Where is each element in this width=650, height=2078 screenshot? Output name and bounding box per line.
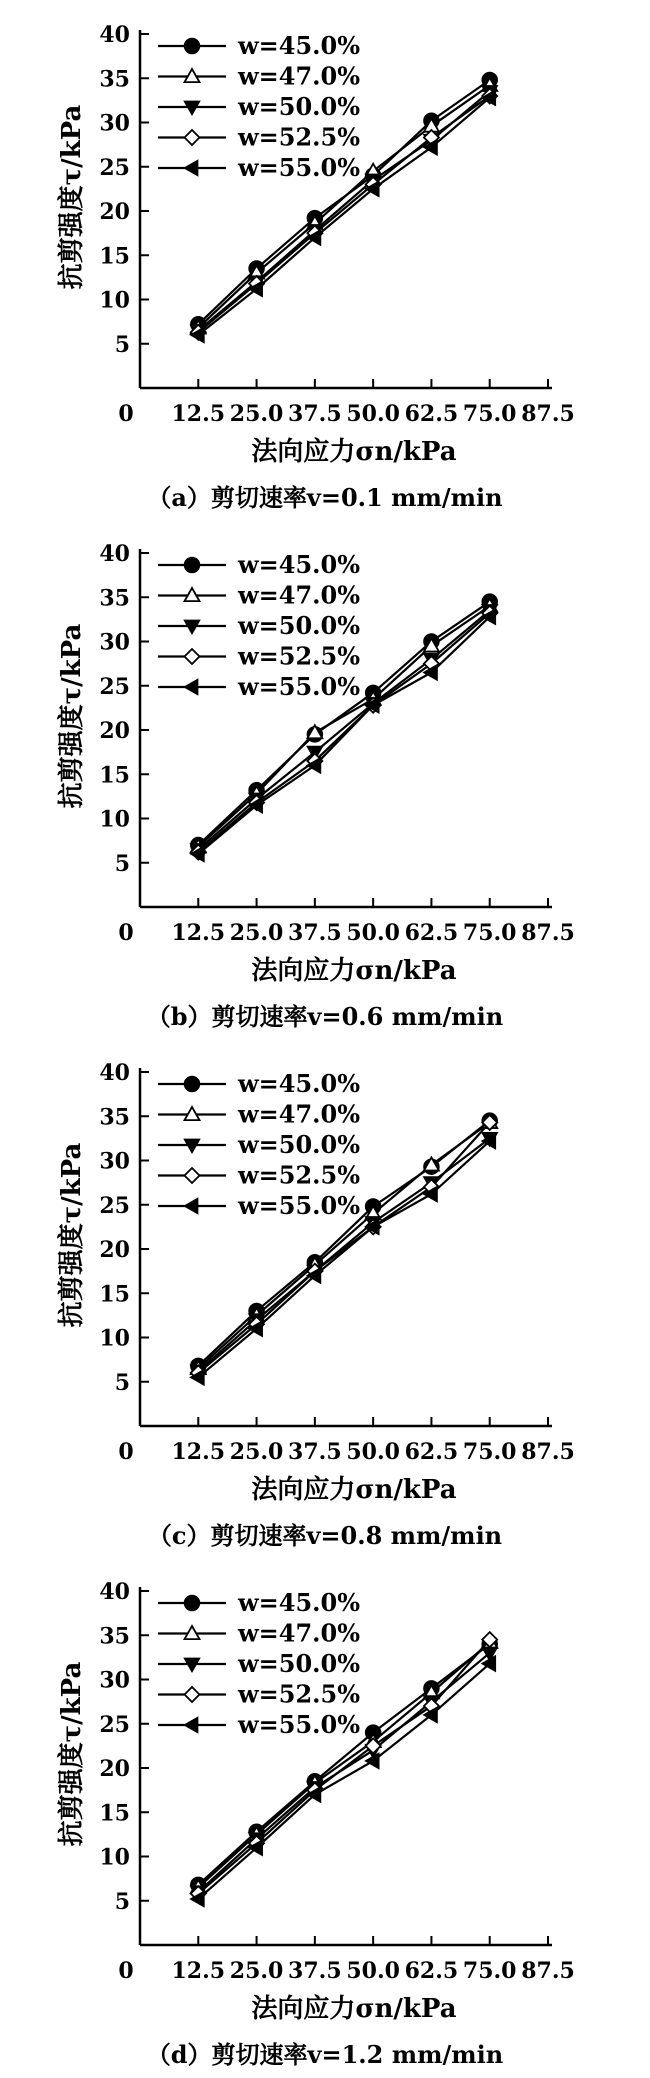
legend-marker [185,1718,198,1733]
x-tick-label: 12.5 [171,401,226,427]
x-tick-label: 25.0 [229,401,284,427]
y-tick-label: 10 [99,1844,130,1871]
y-axis-title: 抗剪强度τ/kPa [57,1142,87,1328]
y-tick-label: 15 [99,243,130,270]
x-tick-label: 50.0 [346,1958,400,1984]
y-tick-label: 40 [99,1060,130,1086]
x-tick-label: 50.0 [346,920,400,946]
y-axis-title: 抗剪强度τ/kPa [57,104,87,290]
y-tick-label: 10 [99,287,130,314]
y-tick-label: 25 [99,1192,130,1219]
y-tick-label: 15 [99,1800,130,1827]
x-tick-label: 37.5 [288,1958,342,1984]
chart-panel-d [0,1557,650,2076]
legend-label: w=52.5% [238,122,361,152]
chart-panel-c [0,1038,650,1557]
x-tick-label: 0 [118,1439,134,1465]
legend-label: w=50.0% [238,1649,361,1678]
y-tick-label: 15 [99,1281,130,1308]
y-tick-label: 40 [99,1579,130,1605]
y-tick-label: 20 [99,1756,130,1782]
legend-label: w=50.0% [238,92,361,121]
legend-label: w=45.0% [238,31,361,60]
y-tick-label: 30 [99,1148,130,1175]
legend-label: w=55.0% [238,1191,361,1220]
x-tick-label: 75.0 [462,401,517,427]
legend-marker [185,161,198,176]
legend-label: w=45.0% [238,1588,361,1617]
legend-label: w=47.0% [238,61,361,91]
x-tick-label: 12.5 [171,1958,226,1984]
legend-label: w=50.0% [238,611,361,640]
y-tick-label: 40 [99,22,130,48]
x-tick-label: 0 [118,920,134,946]
y-tick-label: 25 [99,154,130,181]
chart-caption: （a）剪切速率v=0.1 mm/min [147,483,503,512]
legend-marker [185,39,200,54]
x-tick-label: 25.0 [229,1958,284,1984]
legend-label: w=55.0% [238,672,361,701]
legend-label: w=55.0% [238,1710,361,1739]
y-tick-label: 10 [99,1325,130,1352]
y-tick-label: 30 [99,1667,130,1694]
x-tick-label: 37.5 [288,920,342,946]
x-tick-label: 50.0 [346,401,400,427]
legend-label: w=47.0% [238,580,361,610]
legend-marker [185,1168,200,1183]
x-tick-label: 87.5 [521,401,575,427]
x-tick-label: 75.0 [462,920,517,946]
x-tick-label: 62.5 [404,401,459,427]
y-tick-label: 10 [99,806,130,833]
y-tick-label: 30 [99,629,130,656]
y-tick-label: 5 [114,850,130,877]
x-tick-label: 75.0 [462,1958,517,1984]
x-tick-label: 0 [118,1958,134,1984]
x-tick-label: 37.5 [288,1439,342,1465]
x-tick-label: 87.5 [521,1958,575,1984]
y-tick-label: 5 [114,1888,130,1915]
legend-label: w=45.0% [238,550,361,579]
x-tick-label: 87.5 [521,920,575,946]
x-axis-title: 法向应力σn/kPa [251,437,457,467]
x-axis-title: 法向应力σn/kPa [251,956,457,986]
y-tick-label: 25 [99,673,130,700]
y-tick-label: 25 [99,1711,130,1738]
x-tick-label: 62.5 [404,920,459,946]
y-tick-label: 5 [114,331,130,358]
x-tick-label: 0 [118,401,134,427]
legend-marker [185,558,200,573]
chart-svg [0,1557,650,2076]
x-axis-title: 法向应力σn/kPa [251,1994,457,2024]
chart-svg [0,1038,650,1557]
y-tick-label: 30 [99,110,130,137]
x-tick-label: 25.0 [229,1439,284,1465]
x-tick-label: 12.5 [171,920,226,946]
x-tick-label: 25.0 [229,920,284,946]
y-tick-label: 35 [99,585,130,612]
y-axis-title: 抗剪强度τ/kPa [57,623,87,809]
chart-panel-b [0,519,650,1038]
legend-marker [185,1077,200,1092]
chart-svg [0,519,650,1038]
legend-marker [185,1199,198,1214]
legend-marker [185,1596,200,1611]
y-tick-label: 20 [99,199,130,225]
x-tick-label: 62.5 [404,1439,459,1465]
x-axis-title: 法向应力σn/kPa [251,1475,457,1505]
legend-marker [185,649,200,664]
legend-label: w=45.0% [238,1069,361,1098]
x-tick-label: 12.5 [171,1439,226,1465]
y-tick-label: 20 [99,1237,130,1263]
y-tick-label: 15 [99,762,130,789]
legend-label: w=52.5% [238,1160,361,1190]
legend-marker [185,130,200,145]
legend-label: w=52.5% [238,1679,361,1709]
x-tick-label: 62.5 [404,1958,459,1984]
y-tick-label: 20 [99,718,130,744]
y-tick-label: 35 [99,1623,130,1650]
legend-label: w=55.0% [238,153,361,182]
x-tick-label: 50.0 [346,1439,400,1465]
chart-caption: （b）剪切速率v=0.6 mm/min [146,1002,504,1031]
legend-marker [185,680,198,695]
chart-svg [0,0,650,519]
y-tick-label: 35 [99,66,130,93]
y-tick-label: 40 [99,541,130,567]
x-tick-label: 75.0 [462,1439,517,1465]
legend-label: w=47.0% [238,1099,361,1129]
legend-label: w=52.5% [238,641,361,671]
chart-panel-a [0,0,650,519]
legend-label: w=50.0% [238,1130,361,1159]
x-tick-label: 37.5 [288,401,342,427]
legend-marker [185,1687,200,1702]
chart-caption: （c）剪切速率v=0.8 mm/min [147,1521,503,1550]
y-axis-title: 抗剪强度τ/kPa [57,1661,87,1847]
legend-label: w=47.0% [238,1618,361,1648]
y-tick-label: 5 [114,1369,130,1396]
y-tick-label: 35 [99,1104,130,1131]
chart-caption: （d）剪切速率v=1.2 mm/min [146,2040,504,2069]
x-tick-label: 87.5 [521,1439,575,1465]
